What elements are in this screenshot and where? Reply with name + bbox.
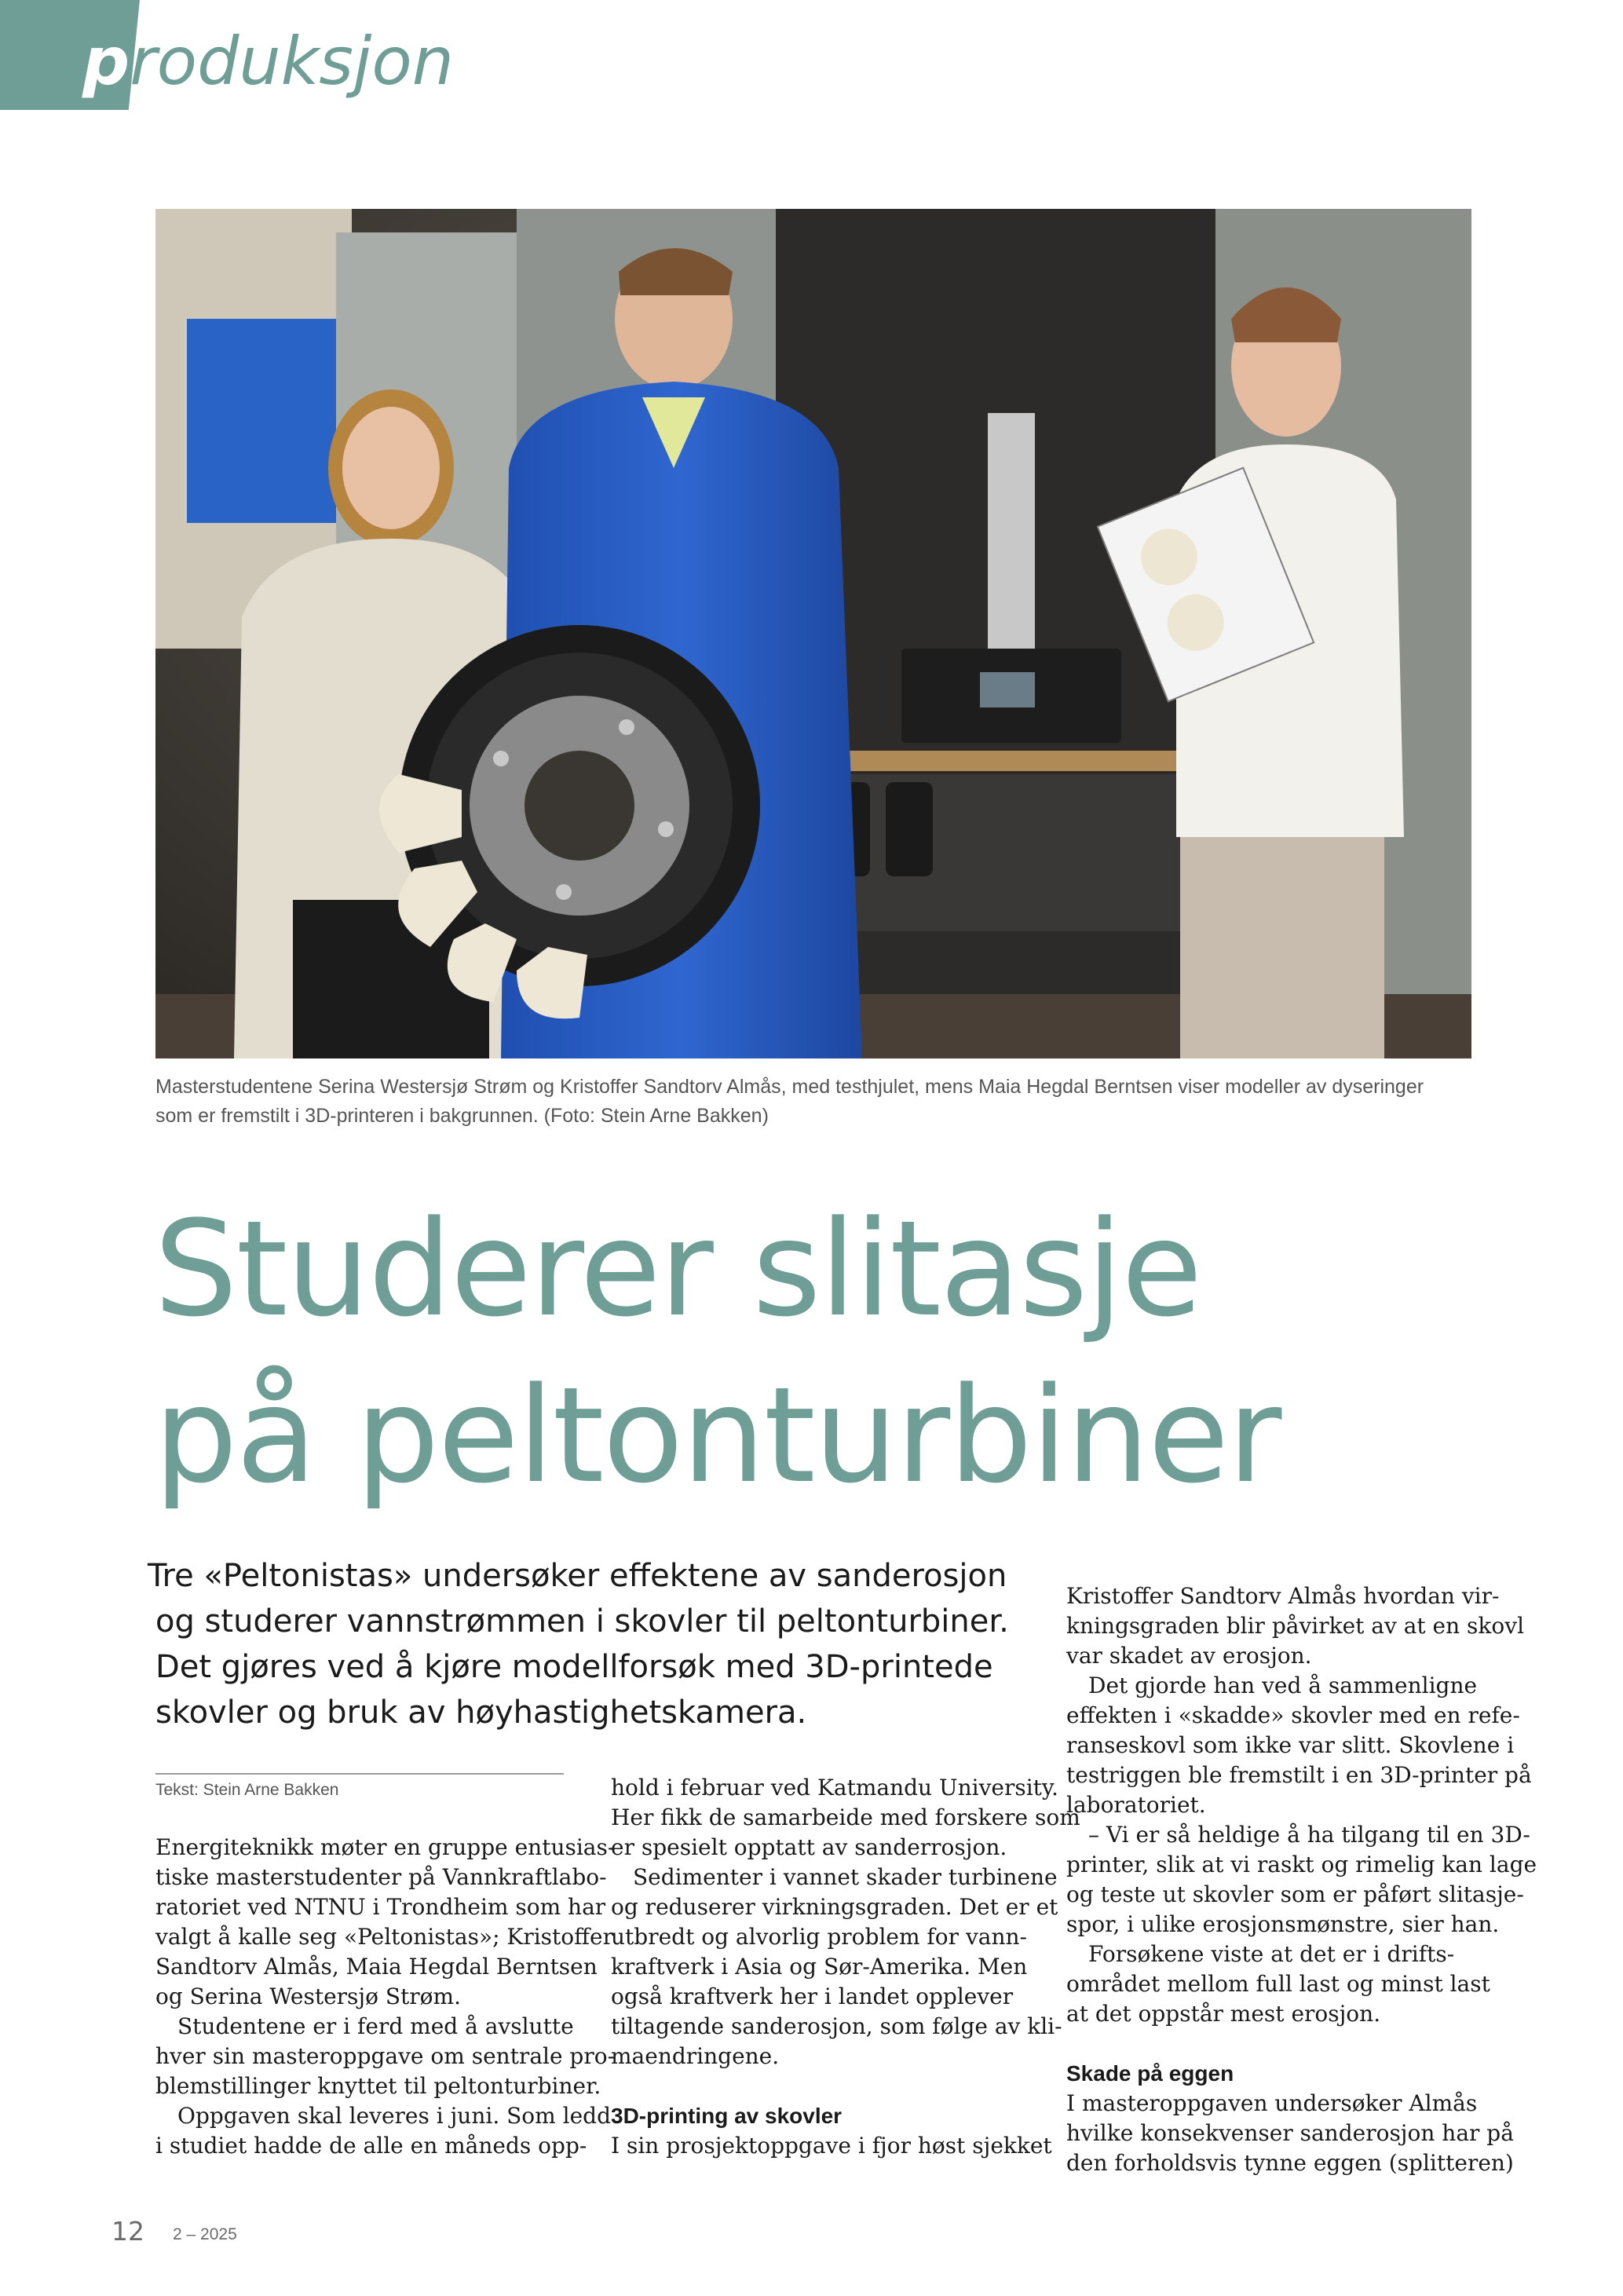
lead-line: Det gjøres ved å kjøre modellforsøk med 3D-printede — [155, 1649, 993, 1685]
text-line: Det gjorde han ved å sammenligne — [1088, 1673, 1478, 1698]
subheading: Skade på eggen — [1066, 2061, 1234, 2086]
paragraph — [611, 2131, 1051, 2161]
text-line: kraftverk i Asia og Sør-Amerika. Men — [611, 1954, 1028, 1980]
text-line: valgt å kalle seg «Peltonistas»; Kristoffer — [155, 1924, 614, 1950]
issue-label: 2 – 2025 — [173, 2225, 237, 2243]
text-line: Energiteknikk møter en gruppe entusias- — [155, 1834, 616, 1860]
lead-line: og studerer vannstrømmen i skovler til peltonturbiner. — [155, 1603, 1009, 1640]
paragraph — [1066, 2089, 1514, 2178]
text-line: Sedimenter i vannet skader turbinene — [633, 1864, 1058, 1890]
text-line: og reduserer virkningsgraden. Det er et — [611, 1894, 1058, 1920]
text-line: printer, slik at vi raskt og rimelig kan lage — [1066, 1852, 1537, 1877]
text-line: Sandtorv Almås, Maia Hegdal Berntsen — [155, 1954, 598, 1980]
text-line: ratoriet ved NTNU i Trondheim som har — [155, 1894, 606, 1920]
byline-rule — [155, 1773, 564, 1775]
lead-line: skovler og bruk av høyhastighetskamera. — [155, 1695, 807, 1731]
caption-line: Masterstudentene Serina Westersjø Strøm og Kristoffer Sandtorv Almås, med testhjulet, mens Maia Hegdal Berntsen viser modeller av dyseringer — [155, 1076, 1424, 1098]
body-column-1 — [155, 1833, 616, 2161]
headline-line: på peltonturbiner — [154, 1358, 1281, 1512]
text-line: I masteroppgaven undersøker Almås — [1066, 2090, 1478, 2116]
text-line: laboratoriet. — [1066, 1792, 1206, 1818]
caption-line: som er fremstilt i 3D-printeren i bakgrunnen. (Foto: Stein Arne Bakken) — [155, 1105, 769, 1127]
text-line: testriggen ble fremstilt i en 3D-printer på — [1066, 1762, 1532, 1788]
text-line: utbredt og alvorlig problem for vann- — [611, 1924, 1027, 1950]
text-line: den forholdsvis tynne eggen (splitteren) — [1066, 2150, 1514, 2176]
text-line: også kraftverk her i landet opplever — [611, 1983, 1014, 2009]
text-line: blemstillinger knyttet til peltonturbiner. — [155, 2073, 601, 2099]
paragraph — [1066, 1581, 1525, 1671]
section-label — [82, 14, 454, 108]
paragraph — [155, 1833, 616, 2012]
text-line: spor, i ulike erosjonsmønstre, sier han. — [1066, 1911, 1500, 1937]
text-line: Kristoffer Sandtorv Almås hvordan vir- — [1066, 1583, 1500, 1609]
paragraph — [155, 2012, 616, 2101]
article-headline — [154, 1186, 1489, 1519]
text-line: er spesielt opptatt av sanderrosjon. — [611, 1834, 1007, 1860]
paragraph — [611, 1773, 1080, 1863]
text-line: og Serina Westersjø Strøm. — [155, 1983, 461, 2009]
section-label-rest: roduksjon — [130, 23, 455, 100]
text-line: I sin prosjektoppgave i fjor høst sjekket — [611, 2133, 1052, 2159]
body-column-2 — [611, 1773, 1080, 2161]
text-line: effekten i «skadde» skovler med en refe- — [1066, 1702, 1520, 1728]
text-line: området mellom full last og minst last — [1066, 1971, 1490, 1997]
text-line: i studiet hadde de alle en måneds opp- — [155, 2133, 587, 2159]
text-line: hold i februar ved Katmandu University. — [611, 1775, 1058, 1801]
paragraph — [1066, 1820, 1537, 1940]
text-line: kningsgraden blir påvirket av at en skovl — [1066, 1613, 1525, 1639]
text-line: tiltagende sanderosjon, som følge av kli- — [611, 2013, 1062, 2039]
body-column-3 — [1066, 1581, 1537, 2178]
text-line: var skadet av erosjon. — [1066, 1643, 1312, 1669]
lead-paragraph — [148, 1553, 1009, 1735]
text-line: hver sin masteroppgave om sentrale pro- — [155, 2043, 616, 2069]
article-photo — [155, 209, 1471, 1058]
paragraph — [611, 1863, 1062, 2071]
text-line: at det oppstår mest erosjon. — [1066, 2001, 1381, 2027]
section-label-first: p — [82, 23, 130, 100]
text-line: Studentene er i ferd med å avslutte — [177, 2013, 574, 2039]
page-number: 12 — [111, 2216, 144, 2247]
paragraph — [1066, 1940, 1506, 2029]
text-line: Forsøkene viste at det er i drifts- — [1088, 1941, 1455, 1967]
text-line: hvilke konsekvenser sanderosjon har på — [1066, 2120, 1514, 2146]
text-line: maendringene. — [611, 2043, 780, 2069]
subheading: 3D-printing av skovler — [611, 2104, 843, 2128]
text-line: ranseskovl som ikke var slitt. Skovlene i — [1066, 1732, 1515, 1758]
headline-line: Studerer slitasje — [154, 1192, 1201, 1346]
paragraph — [1066, 1671, 1532, 1820]
text-line: Oppgaven skal leveres i juni. Som ledd — [177, 2103, 611, 2129]
text-line: Her fikk de samarbeide med forskere som — [611, 1804, 1080, 1830]
text-line: tiske masterstudenter på Vannkraftlabo- — [155, 1864, 607, 1890]
photo-caption — [155, 1073, 1482, 1131]
paragraph — [155, 2101, 611, 2161]
byline: Tekst: Stein Arne Bakken — [155, 1781, 339, 1799]
text-line: og teste ut skovler som er påført slitasje- — [1066, 1881, 1524, 1907]
text-line: – Vi er så heldige å ha tilgang til en 3D- — [1088, 1822, 1530, 1848]
lead-line: Tre «Peltonistas» undersøker effektene av sanderosjon — [148, 1558, 1007, 1594]
